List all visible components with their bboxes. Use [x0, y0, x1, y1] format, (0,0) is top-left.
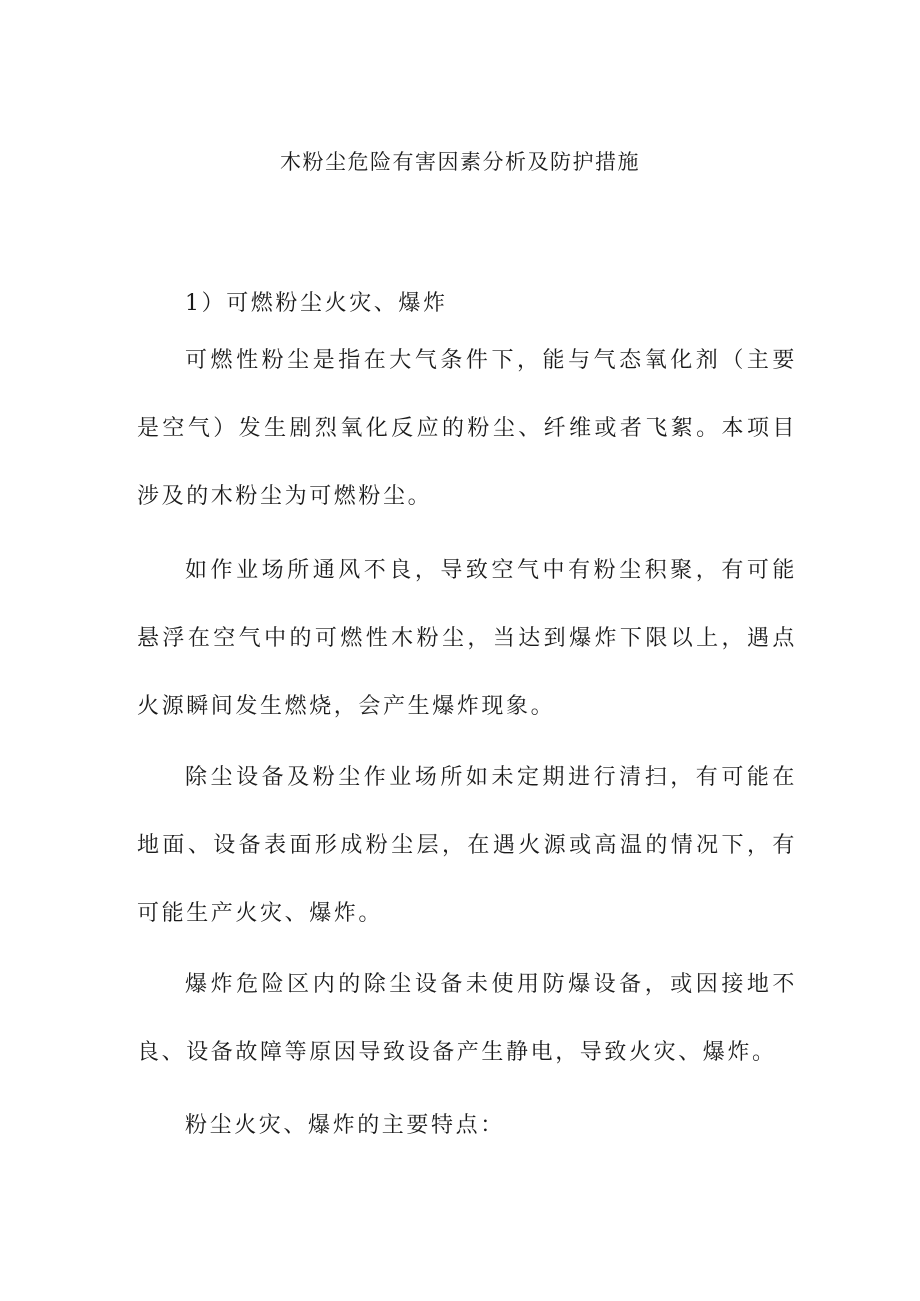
paragraph-main-characteristics: 粉尘火灾、爆炸的主要特点：	[185, 1113, 505, 1138]
paragraph-combustible-dust-definition: 可燃性粉尘是指在大气条件下，能与气态氧化剂（主要是空气）发生剧烈氧化反应的粉尘、纤维或者飞絮。本项目涉及的木粉尘为可燃粉尘。	[137, 348, 797, 509]
document-title: 木粉尘危险有害因素分析及防护措施	[280, 150, 640, 174]
paragraph-dust-cleaning: 除尘设备及粉尘作业场所如未定期进行清扫，有可能在地面、设备表面形成粉尘层，在遇火源或高温的情况下，有可能生产火灾、爆炸。	[137, 765, 797, 926]
paragraph-static-electricity: 爆炸危险区内的除尘设备未使用防爆设备，或因接地不良、设备故障等原因导致设备产生静电，导致火灾、爆炸。	[137, 972, 797, 1065]
paragraph-poor-ventilation: 如作业场所通风不良，导致空气中有粉尘积聚，有可能悬浮在空气中的可燃性木粉尘，当达到爆炸下限以上，遇点火源瞬间发生燃烧，会产生爆炸现象。	[137, 558, 797, 719]
section-heading: 1）可燃粉尘火灾、爆炸	[185, 291, 448, 316]
